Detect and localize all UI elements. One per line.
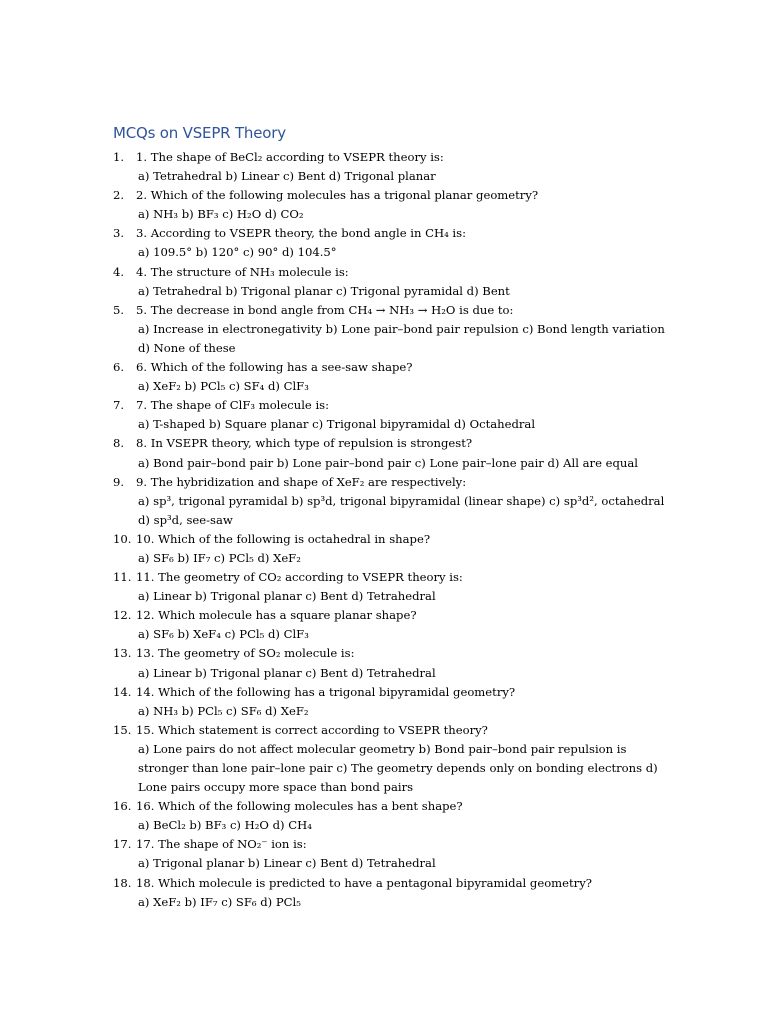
question-text: 13. The geometry of SO₂ molecule is: [136, 646, 355, 661]
question-item [0, 606, 768, 644]
question-item [0, 530, 768, 568]
question-text: 16. Which of the following molecules has a bent shape? [136, 799, 463, 814]
question-options: a) SF₆ b) IF₇ c) PCl₅ d) XeF₂ [138, 550, 301, 565]
question-options: a) Tetrahedral b) Linear c) Bent d) Trigonal planar [138, 169, 436, 184]
question-options: a) sp³, trigonal pyramidal b) sp³d, trigonal bipyramidal (linear shape) c) sp³d², octahedral d) sp³d, see-saw [138, 493, 665, 527]
question-options: a) 109.5° b) 120° c) 90° d) 104.5° [138, 245, 337, 260]
question-number: 14. [113, 684, 132, 699]
question-options: a) Trigonal planar b) Linear c) Bent d) Tetrahedral [138, 856, 436, 871]
question-number: 8. [113, 436, 125, 451]
question-number: 15. [113, 722, 132, 737]
question-number: 16. [113, 799, 132, 814]
question-text: 12. Which molecule has a square planar shape? [136, 608, 417, 623]
question-number: 1. [113, 150, 125, 164]
question-text: 4. The structure of NH₃ molecule is: [136, 264, 349, 279]
question-text: 15. Which statement is correct according to VSEPR theory? [136, 722, 488, 737]
question-text: 14. Which of the following has a trigonal bipyramidal geometry? [136, 684, 516, 699]
question-number: 11. [113, 570, 132, 585]
question-number: 12. [113, 608, 132, 623]
question-item [0, 396, 768, 434]
question-options: a) Linear b) Trigonal planar c) Bent d) Tetrahedral [138, 665, 436, 680]
question-number: 6. [113, 360, 125, 375]
question-number: 2. [113, 188, 125, 203]
question-text: 11. The geometry of CO₂ according to VSEPR theory is: [136, 570, 463, 585]
question-options: a) BeCl₂ b) BF₃ c) H₂O d) CH₄ [138, 818, 312, 833]
question-item [0, 874, 768, 912]
question-options: a) Linear b) Trigonal planar c) Bent d) Tetrahedral [138, 589, 436, 604]
question-number: 4. [113, 264, 125, 279]
question-text: 9. The hybridization and shape of XeF₂ are respectively: [136, 474, 467, 489]
question-item [0, 301, 768, 358]
question-text: 7. The shape of ClF₃ molecule is: [136, 398, 330, 413]
question-item [0, 358, 768, 396]
question-item [0, 434, 768, 472]
question-options: a) Increase in electronegativity b) Lone pair–bond pair repulsion c) Bond length variation d) None of these [138, 321, 665, 355]
question-number: 18. [113, 875, 132, 890]
question-text: 1. The shape of BeCl₂ according to VSEPR theory is: [136, 150, 444, 164]
question-number: 5. [113, 302, 125, 317]
question-text: 17. The shape of NO₂⁻ ion is: [136, 837, 307, 852]
question-item [0, 683, 768, 721]
question-options: a) Lone pairs do not affect molecular geometry b) Bond pair–bond pair repulsion is stronger than lone pair–lone pair c) The geometry depends only on bonding electrons d) Lone pairs occupy more space than bond pairs [138, 741, 658, 795]
question-item [0, 568, 768, 606]
question-item [0, 186, 768, 224]
question-number: 13. [113, 646, 132, 661]
question-options: a) Tetrahedral b) Trigonal planar c) Trigonal pyramidal d) Bent [138, 283, 510, 298]
question-options: a) XeF₂ b) IF₇ c) SF₆ d) PCl₅ [138, 894, 301, 909]
question-options: a) T-shaped b) Square planar c) Trigonal bipyramidal d) Octahedral [138, 417, 536, 432]
question-item [0, 263, 768, 301]
question-number: 9. [113, 474, 125, 489]
question-text: 8. In VSEPR theory, which type of repulsion is strongest? [136, 436, 473, 451]
question-item [0, 473, 768, 530]
question-text: 3. According to VSEPR theory, the bond angle in CH₄ is: [136, 226, 466, 241]
page-title: MCQs on VSEPR Theory [113, 124, 286, 142]
question-text: 5. The decrease in bond angle from CH₄ → NH₃ → H₂O is due to: [136, 302, 514, 317]
question-text: 18. Which molecule is predicted to have a pentagonal bipyramidal geometry? [136, 875, 592, 890]
question-options: a) NH₃ b) PCl₅ c) SF₆ d) XeF₂ [138, 703, 309, 718]
question-item [0, 835, 768, 873]
question-number: 7. [113, 398, 125, 413]
question-options: a) Bond pair–bond pair b) Lone pair–bond pair c) Lone pair–lone pair d) All are equal [138, 455, 638, 470]
question-options: a) XeF₂ b) PCl₅ c) SF₄ d) ClF₃ [138, 379, 309, 394]
question-item [0, 797, 768, 835]
question-item [0, 644, 768, 682]
question-text: 10. Which of the following is octahedral in shape? [136, 531, 431, 546]
question-item [0, 148, 768, 186]
question-text: 6. Which of the following has a see-saw shape? [136, 360, 413, 375]
question-options: a) SF₆ b) XeF₄ c) PCl₅ d) ClF₃ [138, 627, 309, 642]
question-number: 3. [113, 226, 125, 241]
question-text: 2. Which of the following molecules has a trigonal planar geometry? [136, 188, 539, 203]
question-number: 17. [113, 837, 132, 852]
question-item [0, 721, 768, 797]
question-number: 10. [113, 531, 132, 546]
question-options: a) NH₃ b) BF₃ c) H₂O d) CO₂ [138, 207, 304, 222]
question-item [0, 224, 768, 262]
question-list [0, 148, 768, 912]
